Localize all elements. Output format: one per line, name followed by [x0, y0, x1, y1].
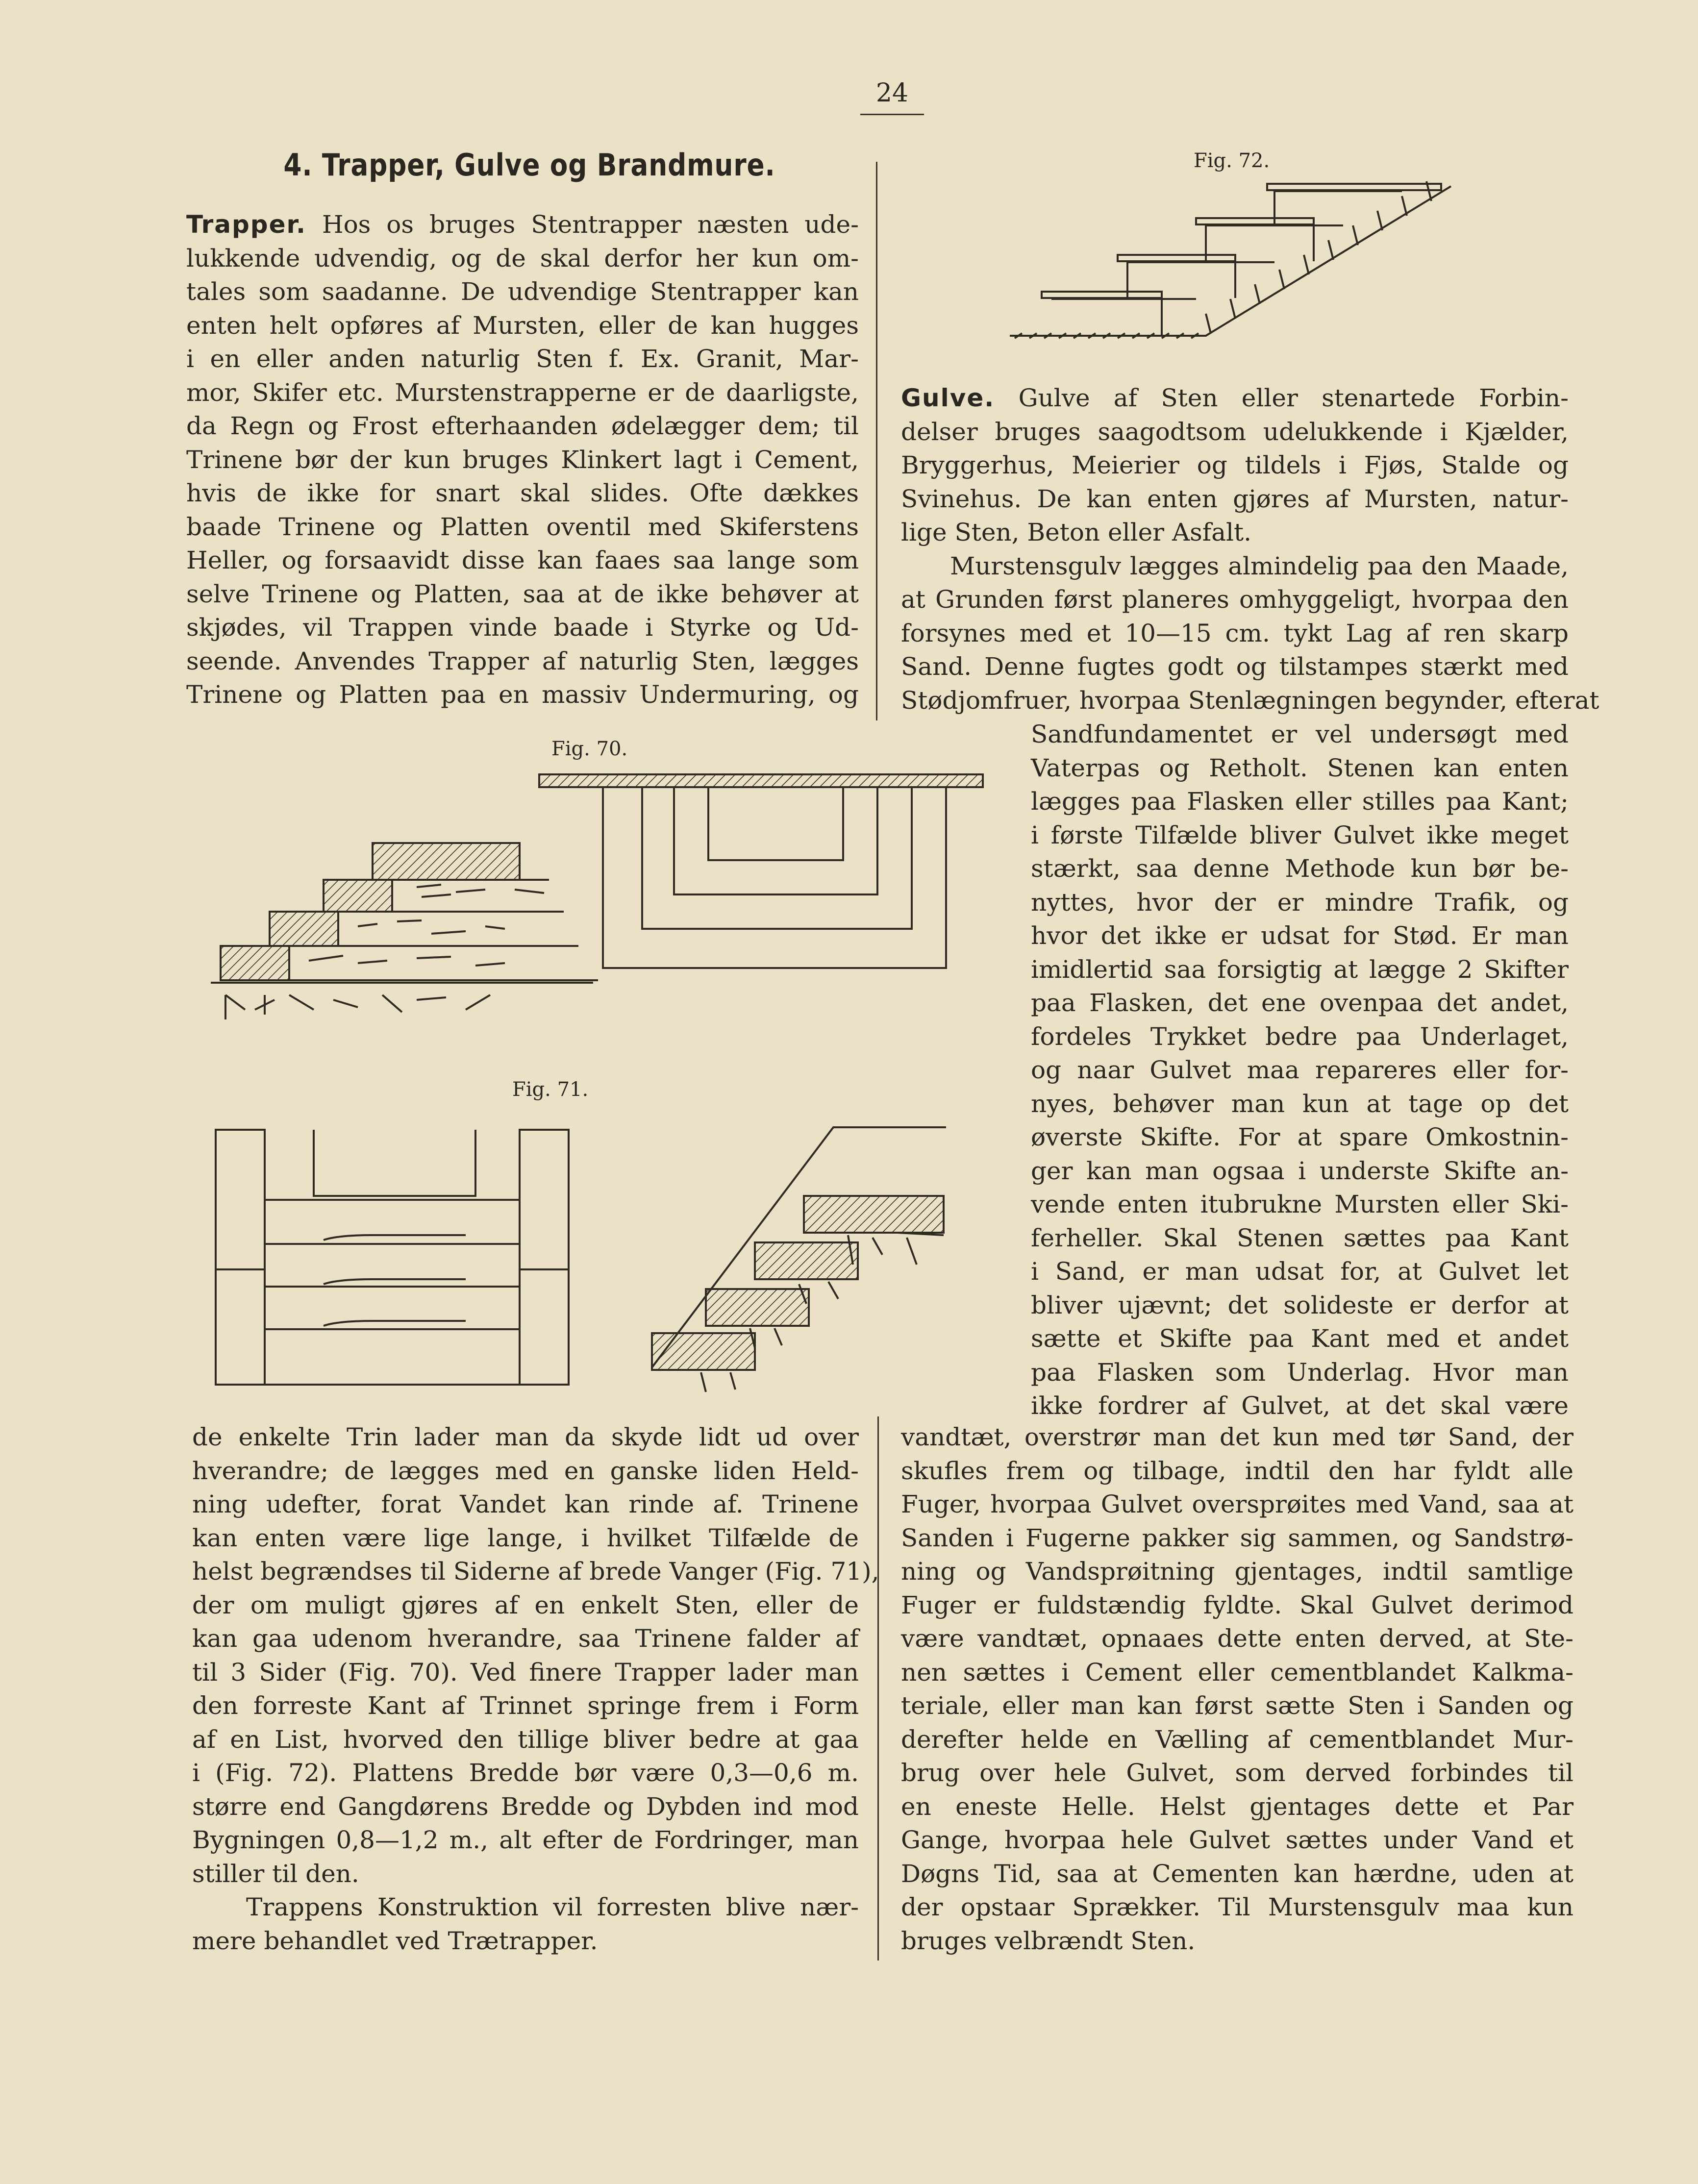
- text-line: de enkelte Trin lader man da skyde lidt ud over: [192, 1423, 859, 1451]
- text-line: i en eller anden naturlig Sten f. Ex. Granit, Mar-: [186, 345, 859, 373]
- text-line: imidlertid saa forsigtig at lægge 2 Skifter: [1031, 955, 1569, 984]
- text-line: forsynes med et 10—15 cm. tykt Lag af ren skarp: [901, 619, 1569, 647]
- text-line: Trappens Konstruktion vil forresten blive nær-: [246, 1893, 859, 1921]
- text-line: Heller, og forsaavidt disse kan faaes saa lange som: [186, 546, 859, 574]
- column-divider-top: [876, 162, 877, 720]
- text-line: skjødes, vil Trappen vinde baade i Styrke og Ud-: [186, 613, 859, 642]
- page-number-rule: [860, 114, 924, 115]
- text-line: da Regn og Frost efterhaanden ødelægger dem; til: [186, 412, 859, 440]
- text-line: mere behandlet ved Trætrapper.: [192, 1926, 598, 1955]
- text-line: i (Fig. 72). Plattens Bredde bør være 0,3—0,6 m.: [192, 1759, 859, 1787]
- text-line: Stødjomfruer, hvorpaa Stenlægningen begynder, efterat: [901, 686, 1599, 715]
- text-line: ning og Vandsprøitning gjentages, indtil samtlige: [901, 1557, 1573, 1586]
- text-line: Sand. Denne fugtes godt og tilstampes stærkt med: [901, 652, 1569, 681]
- text-line: og naar Gulvet maa repareres eller for-: [1031, 1056, 1569, 1084]
- text-line: Trinene bør der kun bruges Klinkert lagt i Cement,: [186, 445, 859, 474]
- text-line: vandtæt, overstrør man det kun med tør Sand, der: [901, 1423, 1573, 1451]
- text-line: fordeles Trykket bedre paa Underlaget,: [1031, 1022, 1569, 1051]
- text-line: paa Flasken som Underlag. Hvor man: [1031, 1358, 1569, 1387]
- text-line: enten helt opføres af Mursten, eller de kan hugges: [186, 311, 859, 340]
- section-heading: 4. Trapper, Gulve og Brandmure.: [283, 147, 775, 183]
- text-line: i første Tilfælde bliver Gulvet ikke meget: [1031, 820, 1569, 849]
- text-line: paa Flasken, det ene ovenpaa det andet,: [1031, 989, 1569, 1017]
- text-line: Fuger, hvorpaa Gulvet oversprøites med Vand, saa at: [901, 1490, 1573, 1518]
- text-line: Trinene og Platten paa en massiv Undermuring, og: [186, 680, 859, 709]
- text-line: stærkt, saa denne Methode kun bør be-: [1031, 854, 1569, 883]
- text-line: Trapper. Hos os bruges Stentrapper næsten ude-: [186, 210, 859, 239]
- fig-72-caption: Fig. 72.: [1194, 149, 1270, 172]
- text-line: mor, Skifer etc. Murstenstrapperne er de daarligste,: [186, 378, 859, 407]
- text-line: ferheller. Skal Stenen sættes paa Kant: [1031, 1223, 1569, 1252]
- text-line: nyes, behøver man kun at tage op det: [1031, 1089, 1569, 1118]
- text-line: kan enten være lige lange, i hvilket Tilfælde de: [192, 1523, 859, 1552]
- left-column-bottom-text: [192, 1420, 879, 1958]
- text-line: Gange, hvorpaa hele Gulvet sættes under Vand et: [901, 1826, 1573, 1854]
- text-line: der om muligt gjøres af en enkelt Sten, eller de: [192, 1590, 859, 1619]
- text-line: Bryggerhus, Meierier og tildels i Fjøs, Stalde og: [901, 451, 1569, 479]
- text-line: bliver ujævnt; det solideste er derfor at: [1031, 1291, 1569, 1319]
- text-line: en eneste Helle. Helst gjentages dette et Par: [901, 1792, 1573, 1821]
- text-line: ger kan man ogsaa i underste Skifte an-: [1031, 1156, 1569, 1185]
- text-line: hvor det ikke er udsat for Stød. Er man: [1031, 921, 1569, 950]
- text-line: øverste Skifte. For at spare Omkostnin-: [1031, 1123, 1569, 1151]
- text-line: lukkende udvendig, og de skal derfor her kun om-: [186, 244, 859, 273]
- text-line: Fuger er fuldstændig fyldte. Skal Gulvet derimod: [901, 1590, 1573, 1619]
- text-line: lige Sten, Beton eller Asfalt.: [901, 518, 1252, 546]
- text-line: teriale, eller man kan først sætte Sten i Sanden og: [901, 1691, 1573, 1720]
- text-line: nyttes, hvor der er mindre Trafik, og: [1031, 888, 1569, 917]
- text-line: lægges paa Flasken eller stilles paa Kant;: [1031, 787, 1569, 816]
- text-line: ning udefter, forat Vandet kan rinde af. Trinene: [192, 1490, 859, 1518]
- fig-70-caption: Fig. 70.: [551, 738, 628, 760]
- text-line: større end Gangdørens Bredde og Dybden ind mod: [192, 1792, 859, 1821]
- text-line: Vaterpas og Retholt. Stenen kan enten: [1031, 753, 1569, 782]
- text-line: stiller til den.: [192, 1859, 359, 1888]
- text-line: der opstaar Sprækker. Til Murstensgulv maa kun: [901, 1893, 1573, 1921]
- text-line: baade Trinene og Platten oventil med Skiferstens: [186, 512, 859, 541]
- text-line: i Sand, er man udsat for, at Gulvet let: [1031, 1257, 1569, 1286]
- text-line: til 3 Sider (Fig. 70). Ved finere Trapper lader man: [192, 1658, 859, 1687]
- fig-72-stair-drawing: [1000, 176, 1461, 343]
- text-line: Murstensgulv lægges almindelig paa den Maade,: [950, 551, 1569, 580]
- left-column-top-text: [186, 208, 859, 712]
- text-line: vende enten itubrukne Mursten eller Ski-: [1031, 1190, 1569, 1218]
- text-line: sætte et Skifte paa Kant med et andet: [1031, 1324, 1569, 1353]
- text-line: Gulve. Gulve af Sten eller stenartede Forbin-: [901, 384, 1569, 412]
- right-column-bottom-text: [901, 1420, 1573, 1958]
- text-line: af en List, hvorved den tillige bliver bedre at gaa: [192, 1725, 859, 1754]
- text-line: nen sættes i Cement eller cementblandet Kalkma-: [901, 1658, 1573, 1687]
- text-line: tales som saadanne. De udvendige Stentrapper kan: [186, 277, 859, 306]
- text-line: kan gaa udenom hverandre, saa Trinene falder af: [192, 1624, 859, 1653]
- text-line: være vandtæt, opnaaes dette enten derved, at Ste-: [901, 1624, 1573, 1653]
- fig-70-stair-drawing: [211, 765, 995, 1059]
- text-line: Sanden i Fugerne pakker sig sammen, og Sandstrø-: [901, 1523, 1573, 1552]
- text-line: Døgns Tid, saa at Cementen kan hærdne, uden at: [901, 1859, 1573, 1888]
- text-line: selve Trinene og Platten, saa at de ikke behøver at: [186, 579, 859, 608]
- text-line: ikke fordrer af Gulvet, at det skal være: [1031, 1391, 1569, 1420]
- text-line: bruges velbrændt Sten.: [901, 1926, 1196, 1955]
- text-line: hverandre; de lægges med en ganske liden Held-: [192, 1456, 859, 1485]
- text-line: hvis de ikke for snart skal slides. Ofte dækkes: [186, 479, 859, 507]
- text-line: den forreste Kant af Trinnet springe frem i Form: [192, 1691, 859, 1720]
- text-line: skufles frem og tilbage, indtil den har fyldt alle: [901, 1456, 1573, 1485]
- text-line: seende. Anvendes Trapper af naturlig Sten, lægges: [186, 646, 859, 675]
- text-line: Svinehus. De kan enten gjøres af Mursten, natur-: [901, 484, 1569, 513]
- runhead-trapper: Trapper.: [186, 210, 307, 239]
- text-line: Sandfundamentet er vel undersøgt med: [1031, 720, 1569, 748]
- text-line: at Grunden først planeres omhyggeligt, hvorpaa den: [901, 585, 1569, 614]
- fig-71-stair-drawing: [211, 1117, 956, 1397]
- fig-71-caption: Fig. 71.: [512, 1078, 589, 1101]
- text-line: Bygningen 0,8—1,2 m., alt efter de Fordringer, man: [192, 1826, 859, 1854]
- text-line: brug over hele Gulvet, som derved forbindes til: [901, 1759, 1573, 1787]
- column-divider-bottom: [877, 1416, 879, 1961]
- text-line: derefter helde en Vælling af cementblandet Mur-: [901, 1725, 1573, 1754]
- text-line: helst begrændses til Siderne af brede Vanger (Fig. 71),: [192, 1557, 879, 1586]
- text-line: delser bruges saagodtsom udelukkende i Kjælder,: [901, 417, 1569, 446]
- runhead-gulve: Gulve.: [901, 384, 995, 412]
- right-column-top-text: [901, 381, 1599, 717]
- right-column-narrow-text: [1031, 718, 1569, 1423]
- page-number: 24: [875, 78, 909, 108]
